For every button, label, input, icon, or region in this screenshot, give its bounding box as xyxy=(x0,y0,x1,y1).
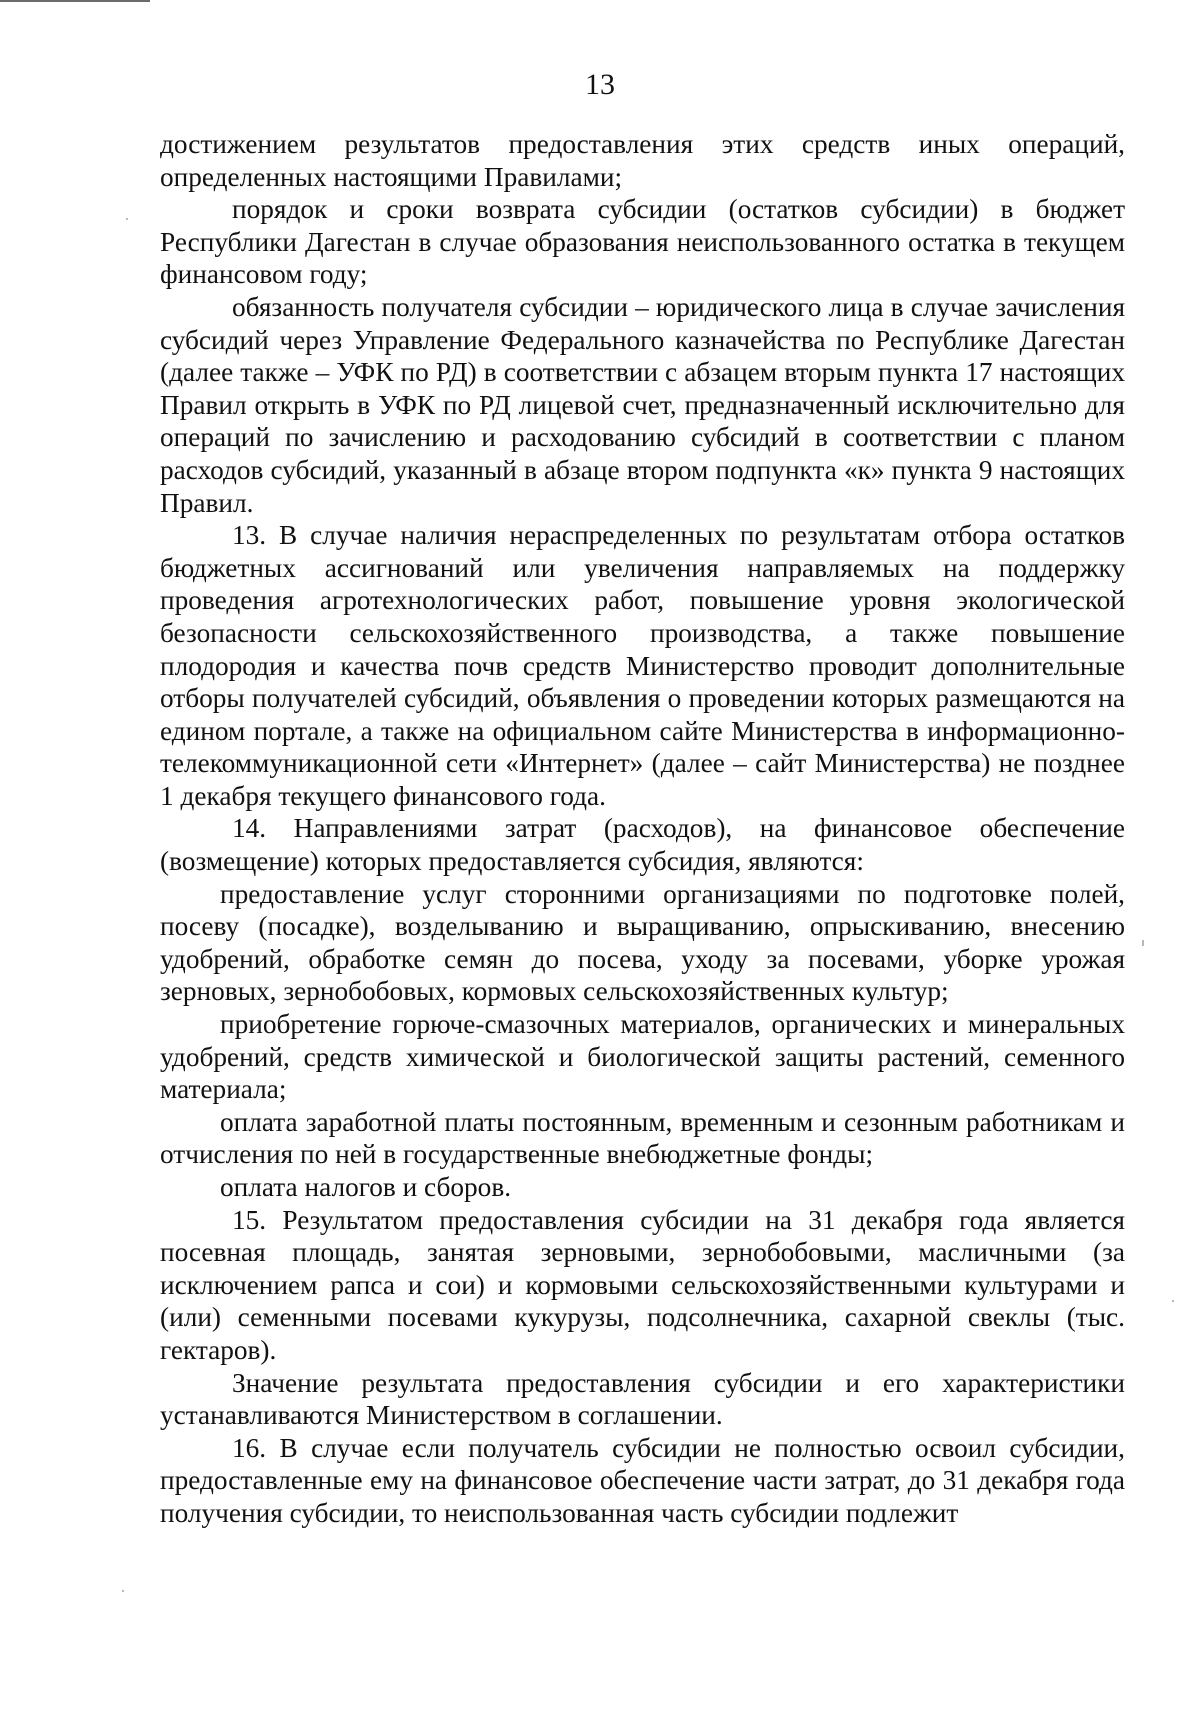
paragraph-recipient-obligation: обязанность получателя субсидии – юридического лица в случае зачисления субсидий через Управление Федерального казначейства по Республике Дагестан (далее также – УФК по РД) в соответствии с абзацем вторым пункта 17 настоящих Правил открыть в УФК по РД лицевой счет, предназначенный исключительно для операций по зачислению и расходованию субсидий в соответствии с планом расходов субсидий, указанный в абзаце втором подпункта «к» пункта 9 настоящих Правил. xyxy=(160,291,1125,518)
paragraph-materials-list-item: приобретение горюче-смазочных материалов, органических и минеральных удобрений, средств химической и биологической защиты растений, семенного материала; xyxy=(160,1009,1125,1105)
paragraph-result-value: Значение результата предоставления субсидии и его характеристики устанавливаются Министерством в соглашении. xyxy=(160,1367,1125,1431)
document-body xyxy=(160,128,1125,1530)
paragraph-item-15: 15. Результатом предоставления субсидии на 31 декабря года является посевная площадь, занятая зерновыми, зернобобовыми, масличными (за исключением рапса и сои) и кормовыми сельскохозяйственными культурами и (или) семенными посевами кукурузы, подсолнечника, сахарной свеклы (тыс. гектаров). xyxy=(160,1204,1125,1365)
paragraph-continuation: достижением результатов предоставления этих средств иных операций, определенных настоящими Правилами; xyxy=(160,129,1125,192)
page-number: 13 xyxy=(585,68,615,101)
scan-artifact-dot xyxy=(1142,940,1144,946)
scan-artifact-dot xyxy=(1172,1300,1174,1302)
scan-artifact-dot xyxy=(122,1590,124,1592)
paragraph-taxes-list-item: оплата налогов и сборов. xyxy=(220,1172,512,1202)
paragraph-item-14: 14. Направлениями затрат (расходов), на финансовое обеспечение (возмещение) которых предоставляется субсидия, являются: xyxy=(160,813,1125,877)
paragraph-return-procedure: порядок и сроки возврата субсидии (остатков субсидии) в бюджет Республики Дагестан в случае образования неиспользованного остатка в текущем финансовом году; xyxy=(160,194,1125,290)
scan-edge-line xyxy=(0,0,150,2)
paragraph-item-16: 16. В случае если получатель субсидии не полностью освоил субсидии, предоставленные ему на финансовое обеспечение части затрат, до 31 декабря года получения субсидии, то неиспользованная часть субсидии подлежит xyxy=(160,1432,1125,1528)
scan-artifact-dot xyxy=(126,218,128,220)
paragraph-wages-list-item: оплата заработной платы постоянным, временным и сезонным работникам и отчисления по ней в государственные внебюджетные фонды; xyxy=(160,1106,1125,1170)
paragraph-item-13: 13. В случае наличия нераспределенных по результатам отбора остатков бюджетных ассигнований или увеличения направляемых на поддержку проведения агротехнологических работ, повышение уровня экологической безопасности сельскохозяйственного производства, а также повышение плодородия и качества почв средств Министерство проводит дополнительные отборы получателей субсидий, объявления о проведении которых размещаются на едином портале, а также на официальном сайте Министерства в информационно-телекоммуникационной сети «Интернет» (далее – сайт Министерства) не позднее 1 декабря текущего финансового года. xyxy=(160,520,1125,811)
paragraph-services-list-item: предоставление услуг сторонними организациями по подготовке полей, посеву (посадке), возделыванию и выращиванию, опрыскиванию, внесению удобрений, обработке семян до посева, уходу за посевами, уборке урожая зерновых, зернобобовых, кормовых сельскохозяйственных культур; xyxy=(160,878,1125,1007)
